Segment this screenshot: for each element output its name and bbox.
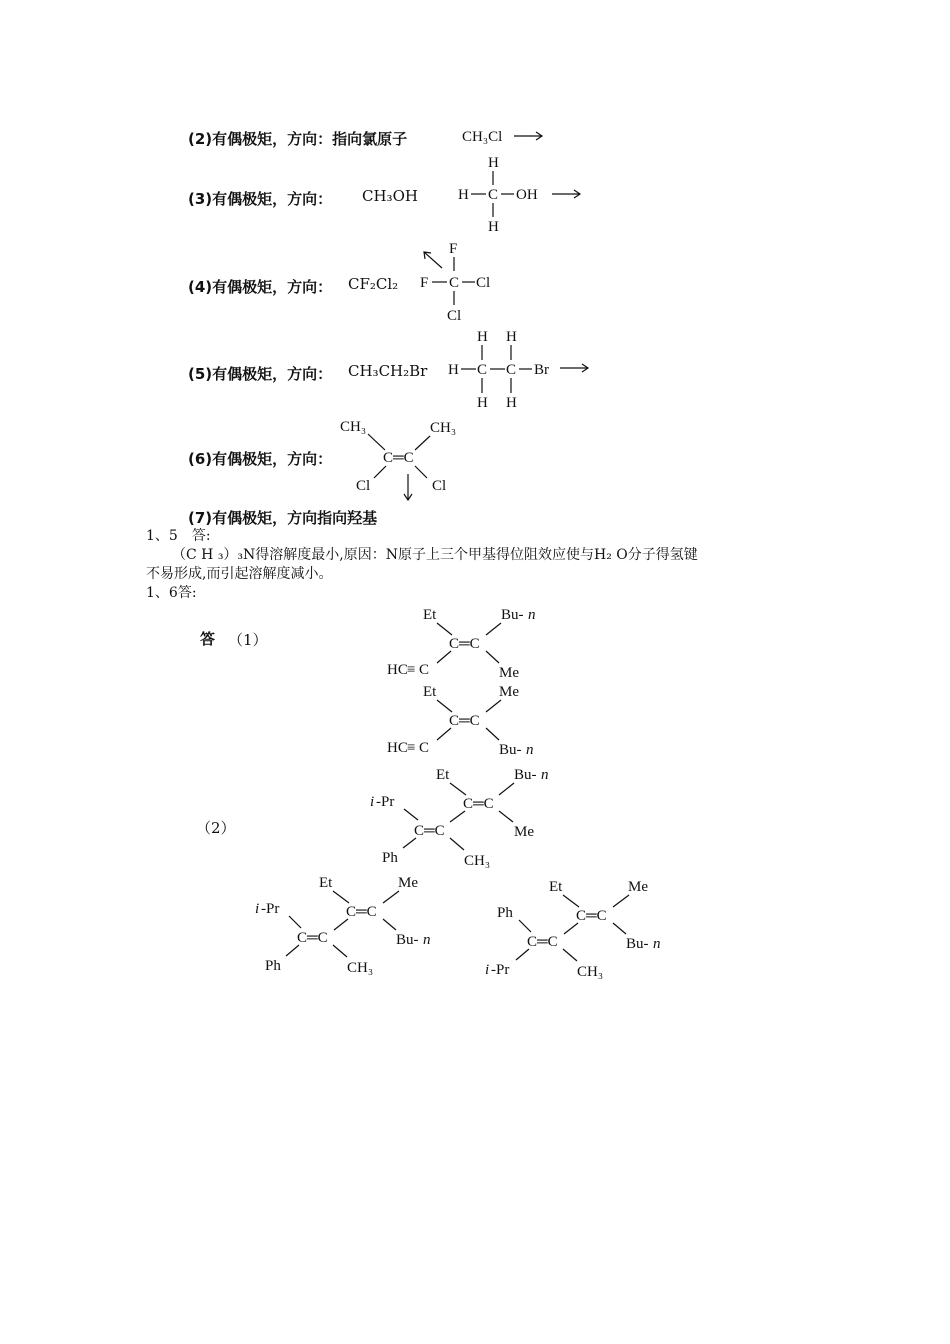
atom-h-left: H	[448, 362, 459, 378]
svg-text:Et: Et	[549, 879, 563, 895]
svg-text:Bu-: Bu-	[501, 607, 524, 623]
atom-h: H	[477, 329, 488, 345]
svg-text:C═C: C═C	[527, 934, 558, 950]
atom-br: Br	[534, 362, 549, 378]
atom-h-left: H	[458, 187, 469, 203]
item-4-structure	[412, 238, 522, 328]
item-3-formula: CH₃OH	[362, 187, 418, 205]
svg-text:Me: Me	[514, 824, 534, 840]
q16-heading: 1、6答:	[146, 585, 197, 601]
svg-text:Bu-: Bu-	[499, 742, 522, 758]
atom-cl-right: Cl	[432, 478, 447, 494]
q16-part1-label: （1）	[228, 631, 268, 649]
group-ch3-right: CH₃	[430, 420, 457, 436]
q15-heading: 1、5 答:	[146, 528, 211, 544]
svg-text:Bu-: Bu-	[626, 936, 649, 952]
svg-text:n: n	[528, 607, 536, 623]
svg-text:≡: ≡	[407, 740, 416, 756]
svg-text:-Pr: -Pr	[261, 901, 280, 917]
atom-h-top: H	[488, 155, 499, 171]
q16-1-isomer-b	[385, 680, 555, 760]
item-3-label: (3)有偶极矩，方向：	[188, 190, 333, 208]
svg-text:n: n	[423, 932, 431, 948]
q15-answer-line1: （C H ₃）₃N得溶解度最小,原因：N原子上三个甲基得位阻效应使与H₂ O分子得氢键	[172, 547, 698, 563]
atom-cl-right: Cl	[476, 275, 491, 291]
q16-1-isomer-a	[385, 603, 555, 683]
item-6-structure	[338, 412, 478, 502]
item-2-structure	[462, 122, 582, 152]
atom-c2: C	[506, 362, 517, 378]
item-4-formula: CF₂Cl₂	[348, 275, 399, 293]
atom-h: H	[477, 395, 488, 411]
svg-text:C═C: C═C	[414, 823, 445, 839]
svg-text:n: n	[526, 742, 534, 758]
svg-text:HC: HC	[387, 740, 408, 756]
svg-text:n: n	[653, 936, 661, 952]
atom-c-center: C	[449, 275, 460, 291]
svg-text:C═C: C═C	[346, 904, 377, 920]
svg-text:Ph: Ph	[497, 905, 513, 921]
atom-oh: OH	[516, 187, 538, 203]
svg-text:≡: ≡	[407, 662, 416, 678]
svg-text:n: n	[541, 767, 549, 783]
svg-text:C═C: C═C	[449, 636, 480, 652]
atom-c1: C	[477, 362, 488, 378]
q16-part2-label: （2）	[196, 819, 236, 837]
q16-2-isomer-b	[255, 870, 475, 980]
item-5-label: (5)有偶极矩，方向：	[188, 365, 333, 383]
svg-text:CH₃: CH₃	[577, 964, 604, 980]
svg-text:Me: Me	[628, 879, 648, 895]
item-7-label: (7)有偶极矩，方向指向羟基	[188, 509, 378, 527]
svg-text:Bu-: Bu-	[514, 767, 537, 783]
svg-text:-Pr: -Pr	[376, 794, 395, 810]
item-3-structure	[458, 152, 598, 235]
item-2-formula: CH₃Cl	[462, 129, 503, 145]
item-5-structure	[448, 326, 608, 412]
svg-text:Me: Me	[398, 875, 418, 891]
svg-text:C: C	[419, 662, 430, 678]
svg-text:i: i	[255, 901, 260, 917]
double-bond: C═C	[383, 450, 414, 466]
svg-text:CH₃: CH₃	[347, 960, 374, 976]
q15-answer-line2: 不易形成,而引起溶解度减小。	[146, 566, 333, 582]
svg-text:Et: Et	[423, 607, 437, 623]
atom-h: H	[506, 329, 517, 345]
svg-text:C═C: C═C	[297, 930, 328, 946]
item-6-label: (6)有偶极矩，方向：	[188, 450, 333, 468]
atom-cl-bottom: Cl	[447, 308, 462, 324]
svg-text:Ph: Ph	[265, 958, 281, 974]
svg-text:Et: Et	[319, 875, 333, 891]
group-ch3-left: CH₃	[340, 419, 367, 435]
svg-text:C═C: C═C	[449, 713, 480, 729]
item-2-label: (2)有偶极矩，方向：指向氯原子	[188, 130, 408, 148]
q16-2-isomer-c	[485, 874, 705, 984]
svg-text:Et: Et	[436, 767, 450, 783]
svg-text:CH₃: CH₃	[464, 853, 491, 869]
atom-cl-left: Cl	[356, 478, 371, 494]
svg-text:C═C: C═C	[576, 908, 607, 924]
svg-text:C: C	[419, 740, 430, 756]
svg-text:HC: HC	[387, 662, 408, 678]
q16-2-isomer-a	[368, 762, 588, 872]
svg-text:i: i	[485, 962, 490, 978]
atom-h: H	[506, 395, 517, 411]
atom-f-top: F	[449, 241, 458, 257]
atom-f-left: F	[420, 275, 429, 291]
item-5-formula: CH₃CH₂Br	[348, 362, 428, 380]
svg-text:Me: Me	[499, 684, 519, 700]
svg-text:Et: Et	[423, 684, 437, 700]
dipole-arrow	[424, 252, 442, 268]
atom-c-center: C	[488, 187, 499, 203]
q16-answer-label: 答	[200, 630, 216, 648]
svg-text:Bu-: Bu-	[396, 932, 419, 948]
svg-text:-Pr: -Pr	[491, 962, 510, 978]
svg-text:Me: Me	[499, 665, 519, 681]
svg-text:i: i	[370, 794, 375, 810]
atom-h-bottom: H	[488, 219, 499, 235]
svg-text:C═C: C═C	[463, 796, 494, 812]
svg-text:Ph: Ph	[382, 850, 398, 866]
item-4-label: (4)有偶极矩，方向：	[188, 278, 333, 296]
